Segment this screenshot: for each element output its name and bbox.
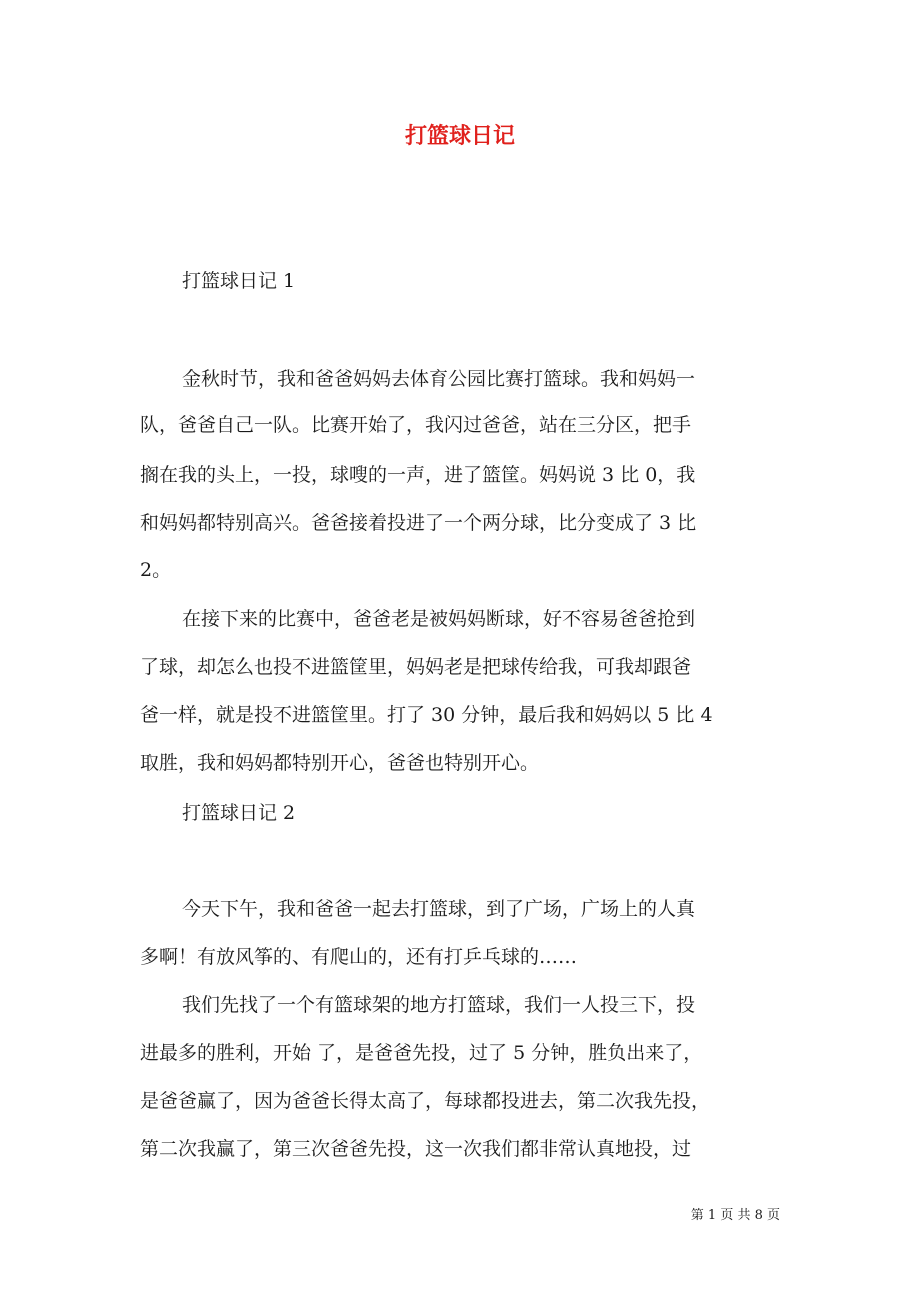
section-heading-diary-2: 打篮球日记 2 xyxy=(182,802,296,824)
paragraph-line: 多啊！有放风筝的、有爬山的，还有打乒乓球的…… xyxy=(140,946,578,968)
paragraph-line: 第二次我赢了，第三次爸爸先投，这一次我们都非常认真地投，过 xyxy=(140,1138,692,1160)
paragraph-line: 今天下午，我和爸爸一起去打篮球，到了广场，广场上的人真 xyxy=(182,898,696,920)
paragraph-line: 爸一样，就是投不进篮筐里。打了 30 分钟，最后我和妈妈以 5 比 4 xyxy=(140,704,713,726)
paragraph-line: 队，爸爸自己一队。比赛开始了，我闪过爸爸，站在三分区，把手 xyxy=(140,414,692,436)
section-heading-diary-1: 打篮球日记 1 xyxy=(182,270,296,292)
document-title: 打篮球日记 xyxy=(404,123,515,149)
paragraph-line: 取胜，我和妈妈都特别开心，爸爸也特别开心。 xyxy=(140,752,540,774)
paragraph-line: 了球，却怎么也投不进篮筐里，妈妈老是把球传给我，可我却跟爸 xyxy=(140,656,692,678)
paragraph-line: 搁在我的头上，一投，球嗖的一声，进了篮筐。妈妈说 3 比 0，我 xyxy=(140,464,696,486)
paragraph-line: 2。 xyxy=(140,559,172,581)
paragraph-line: 金秋时节，我和爸爸妈妈去体育公园比赛打篮球。我和妈妈一 xyxy=(182,368,696,390)
paragraph-line: 进最多的胜利，开始 了，是爸爸先投，过了 5 分钟，胜负出来了， xyxy=(140,1042,703,1064)
page-number: 第 1 页 共 8 页 xyxy=(690,1208,780,1223)
paragraph-line: 和妈妈都特别高兴。爸爸接着投进了一个两分球，比分变成了 3 比 xyxy=(140,512,697,534)
paragraph-line: 我们先找了一个有篮球架的地方打篮球，我们一人投三下，投 xyxy=(182,994,696,1016)
paragraph-line: 在接下来的比赛中，爸爸老是被妈妈断球，好不容易爸爸抢到 xyxy=(182,608,696,630)
paragraph-line: 是爸爸赢了，因为爸爸长得太高了，每球都投进去，第二次我先投， xyxy=(140,1090,711,1112)
